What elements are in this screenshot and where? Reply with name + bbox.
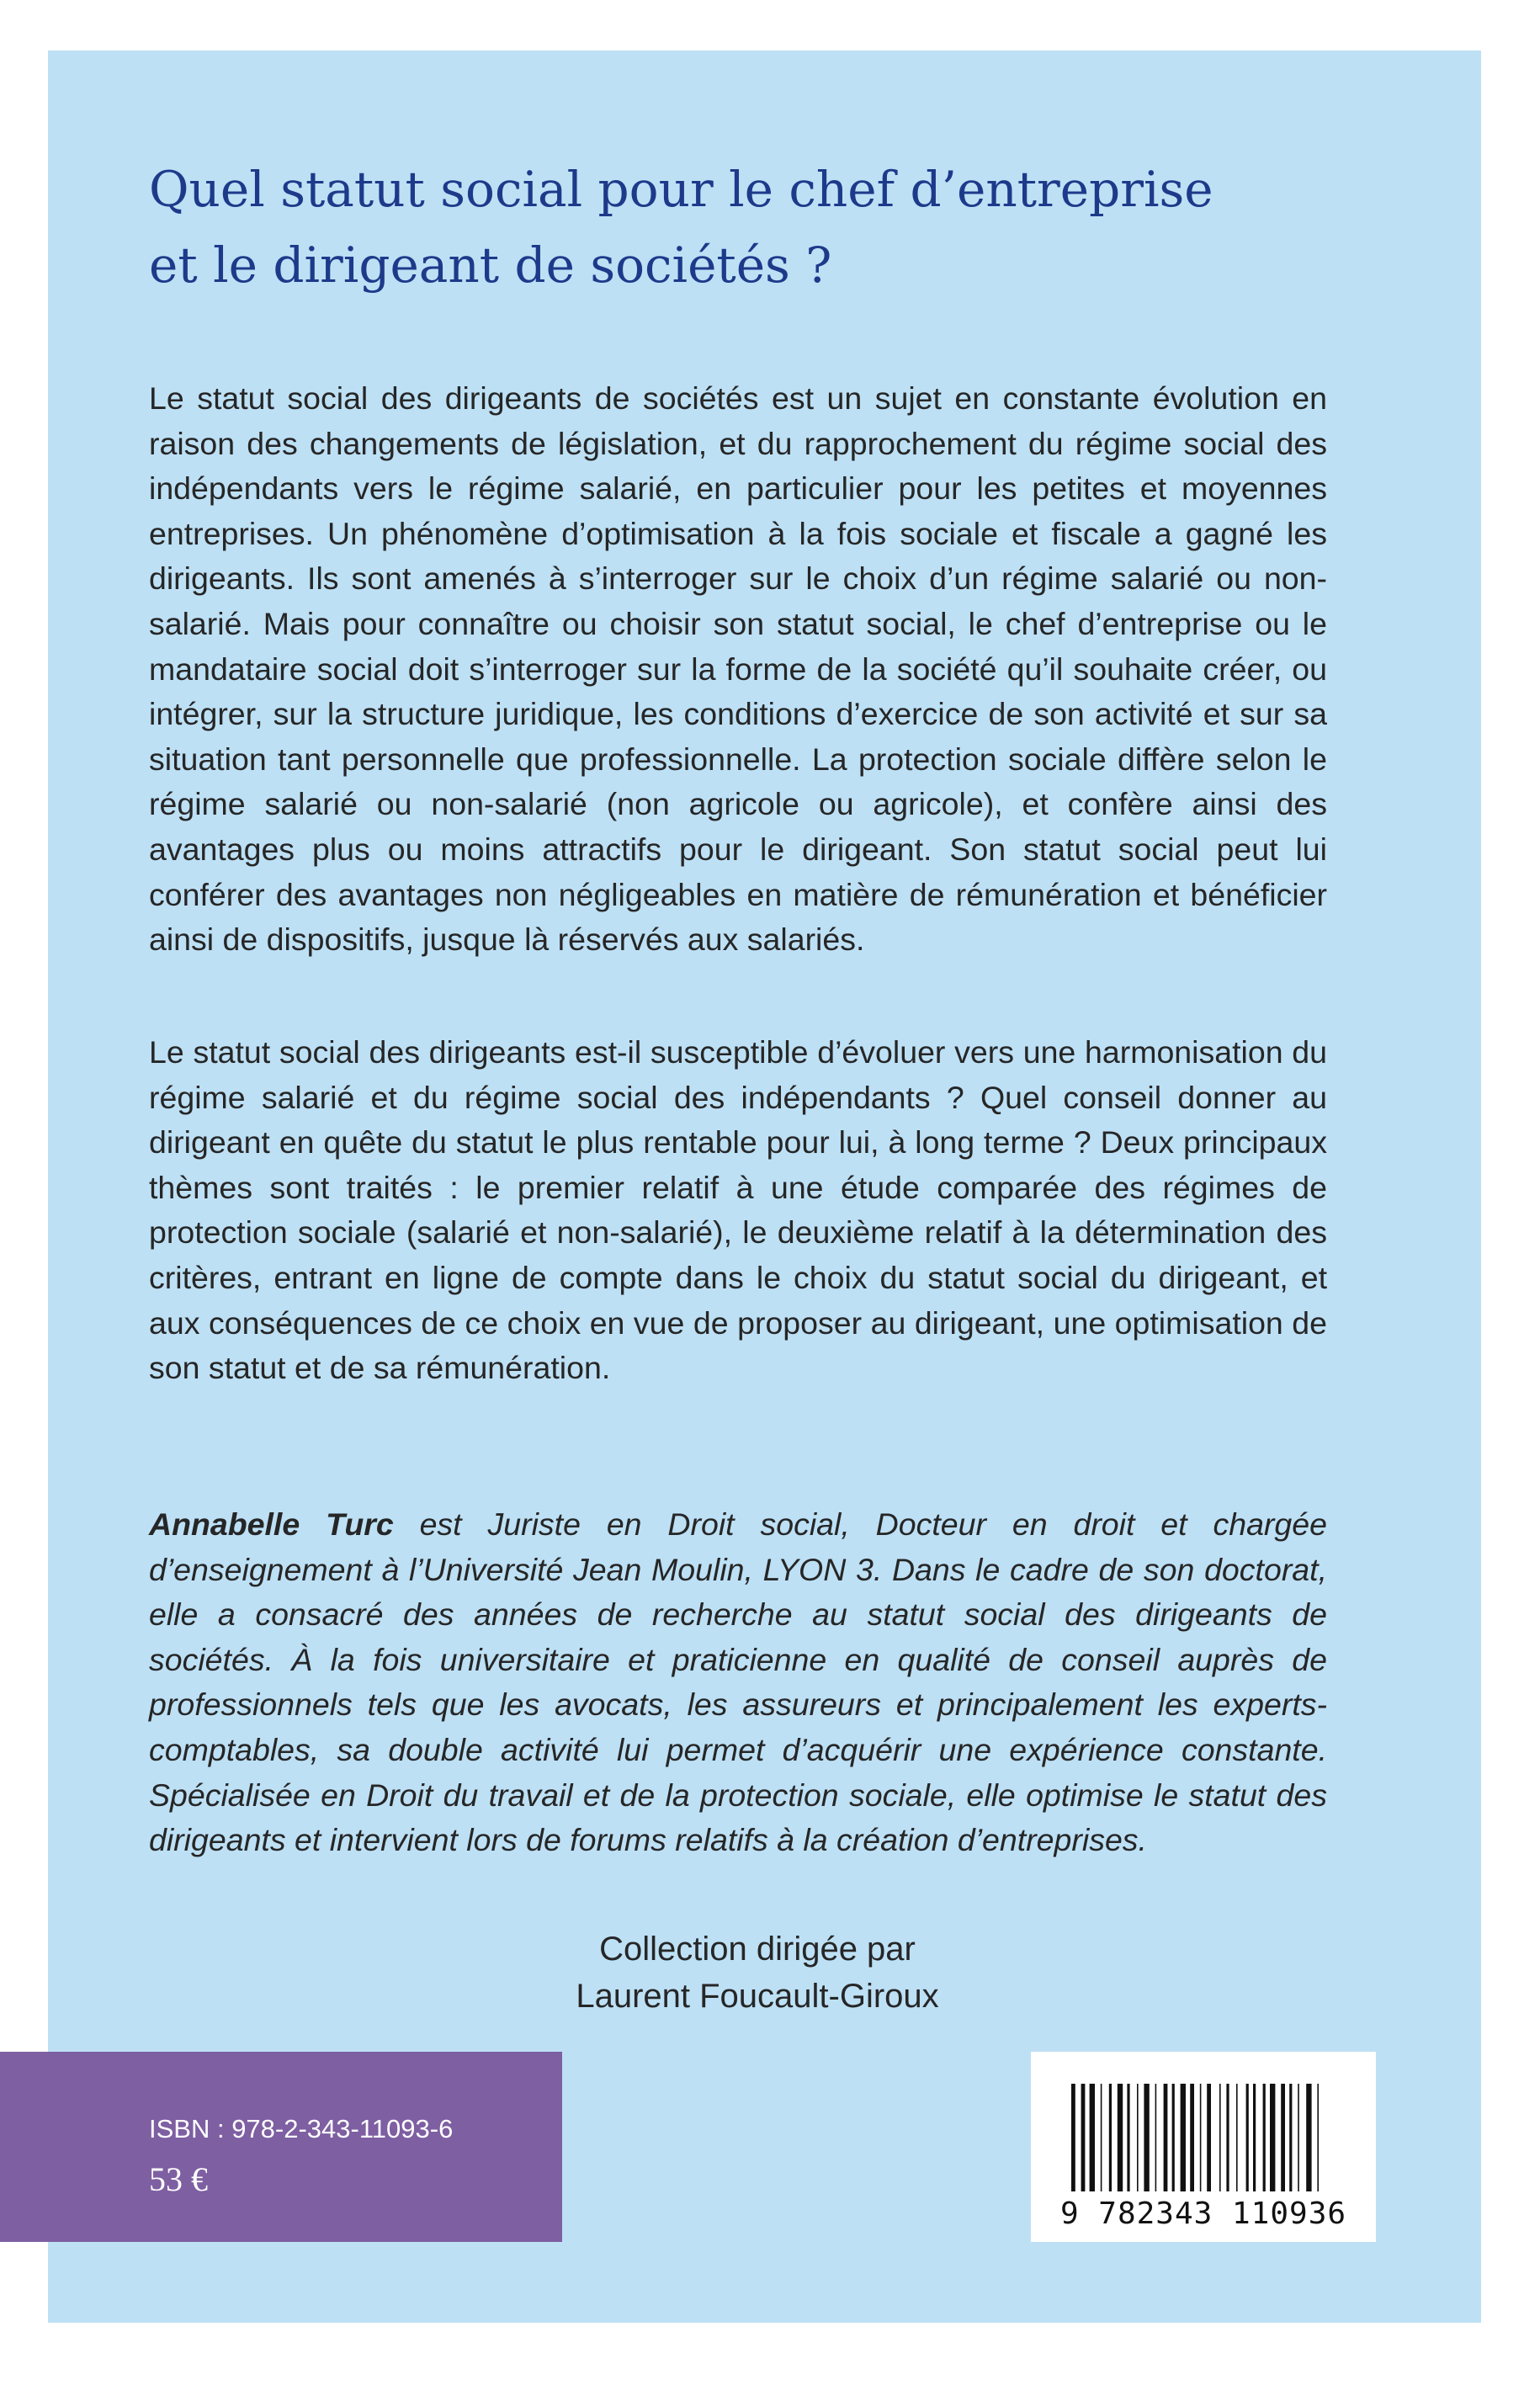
author-bio-text: est Juriste en Droit social, Docteur en droit et chargée d’enseignement à l’Université Jean Moulin, LYON 3. Dans le cadre de son doctorat, elle a consacré des années de recherche au statut social des dirigeants de sociétés. À la fois universitaire et praticienne en qualité de conseil auprès de professionnels tels que les avocats, les assureurs et principalement les experts-comptables, sa double activité lui permet d’acquérir une expérience constante. Spécialisée en Droit du travail et de la protection sociale, elle optimise le statut des dirigeants et intervient lors de forums relatifs à la création d’entreprises. (149, 1506, 1327, 1858)
barcode-bar (1164, 2084, 1168, 2191)
barcode-bar (1118, 2084, 1123, 2191)
barcode-bar (1127, 2084, 1129, 2191)
barcode-bar (1253, 2084, 1256, 2191)
barcode-bar (1155, 2084, 1157, 2191)
barcode-bar (1071, 2084, 1075, 2191)
collection-editor: Laurent Foucault-Giroux (576, 1978, 939, 2015)
author-bio (149, 1502, 1327, 1863)
price: 53 € (149, 2160, 208, 2198)
barcode-bar (1270, 2084, 1275, 2191)
book-title (149, 151, 1268, 303)
barcode-bar (1200, 2084, 1202, 2191)
barcode-bar (1190, 2084, 1194, 2191)
barcode-bar (1144, 2084, 1149, 2191)
barcode-bar (1298, 2084, 1299, 2191)
barcode-digits: 9 782343 110936 (1059, 2196, 1347, 2231)
barcode-bar (1090, 2084, 1095, 2191)
barcode-bar (1289, 2084, 1292, 2191)
barcode-bar (1317, 2084, 1319, 2191)
collection-line-1: Collection dirigée par (599, 1931, 916, 1968)
barcode-bar (1101, 2084, 1102, 2191)
barcode-bar (1172, 2084, 1175, 2191)
title-line-2: et le dirigeant de sociétés ? (149, 236, 832, 294)
barcode-bar (1281, 2084, 1285, 2191)
barcode-bar (1236, 2084, 1238, 2191)
barcode-bar (1226, 2084, 1229, 2191)
barcode-bar (1137, 2084, 1139, 2191)
isbn-number: ISBN : 978-2-343-11093-6 (149, 2114, 454, 2143)
barcode-bar (1263, 2084, 1266, 2191)
barcode-bar (1207, 2084, 1211, 2191)
barcode-bar (1181, 2084, 1186, 2191)
barcode-bar (1246, 2084, 1249, 2191)
barcode-bar (1109, 2084, 1112, 2191)
barcode-bar (1219, 2084, 1221, 2191)
barcode-bar (1306, 2084, 1311, 2191)
summary-paragraph-1: Le statut social des dirigeants de sociétés est un sujet en constante évolution en raison des changements de législation, et du rapprochement du régime social des indépendants vers le régime salarié, en particulier pour les petites et moyennes entreprises. Un phénomène d’optimisation à la fois sociale et fiscale a gagné les dirigeants. Ils sont amenés à s’interroger sur le choix d’un régime salarié ou non-salarié. Mais pour connaître ou choisir son statut social, le chef d’entreprise ou le mandataire social doit s’interroger sur la forme de la société qu’il souhaite créer, ou intégrer, sur la structure juridique, les conditions d’exercice de son activité et sur sa situation tant personnelle que professionnelle. La protection sociale diffère selon le régime salarié ou non-salarié (non agricole ou agricole), et confère ainsi des avantages plus ou moins attractifs pour le dirigeant. Son statut social peut lui conférer des avantages non négligeables en matière de rémunération et bénéficier ainsi de dispositifs, jusque là réservés aux salariés. (149, 380, 1327, 958)
title-line-1: Quel statut social pour le chef d’entreprise (149, 161, 1213, 218)
barcode-panel (1031, 2052, 1376, 2242)
barcode-bar (1081, 2084, 1086, 2191)
isbn-panel (0, 2052, 562, 2242)
collection-credit (505, 1926, 1010, 2020)
summary-paragraph-2: Le statut social des dirigeants est-il susceptible d’évoluer vers une harmonisation du régime salarié et du régime social des indépendants ? Quel conseil donner au dirigeant en quête du statut le plus rentable pour lui, à long terme ? Deux principaux thèmes sont traités : le premier relatif à une étude comparée des régimes de protection sociale (salarié et non-salarié), le deuxième relatif à la détermination des critères, entrant en ligne de compte dans le choix du statut social du dirigeant, et aux conséquences de ce choix en vue de proposer au dirigeant, une optimisation de son statut et de sa rémunération. (149, 1034, 1327, 1386)
author-name: Annabelle Turc (149, 1506, 394, 1542)
